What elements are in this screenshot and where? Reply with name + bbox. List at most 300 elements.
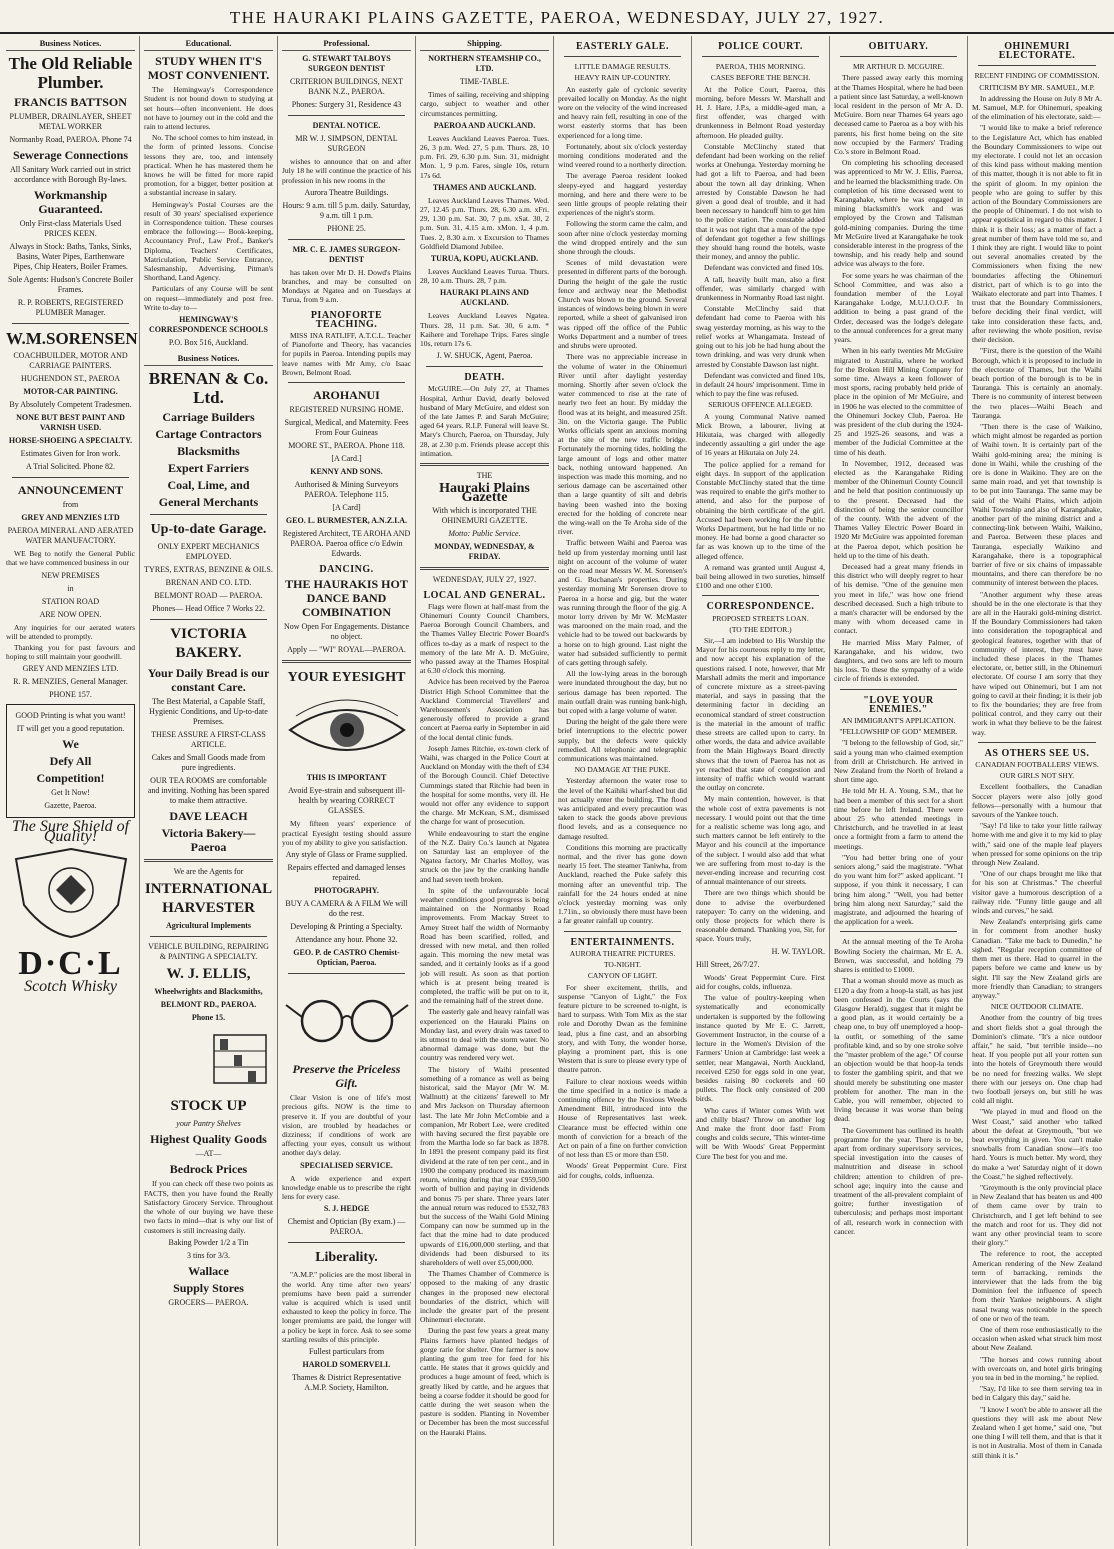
ad-body: Leaves Auckland Leaves Thames. Wed. 27, 12.45 p.m. Thurs. 28, 6.30 a.m. xFri. 29, 1.30 p.m. Sat. 30, 7 p.m. xSat. 30, 2 p.m. Sun. 31, 4.15 a.m. xMon. 1, 4 p.m. Tues. 2, 8.30 a.m. x Excursion to Thames Goldfield Diamond Jubilee. (420, 195, 549, 251)
ad-text: Phones: Surgery 31, Residence 43 (291, 100, 402, 110)
ad-body: WE Beg to notify the General Public that we have commenced business in our (6, 549, 135, 568)
column-2 (140, 36, 278, 1546)
article-body: The history of Waihi presented something of a romance as well as being historical, said the Mayor (Mr W. M. Wallnutt) at the citizens' farewell to Mr and Mrs Jackson on Thursday afternoon last. The late Mr John McCombie and a companion, Mr Robert Lee, were credited with having secured the first payable ore from the Martha lode so far back as 1878. In 1891 the present company paid its first dividend at the rate of ten per cent., and in 1900 the company produced its maximum return, winning during that year £959,500 worth of bullion and paying in dividends and bonus 75 per share. Three years later the annual return was reduced to £532,783 but the success of the Waihi Gold Mining Company can now be summed up in the fact that the mine had to date produced upwards of £16,000,000 sterling, and that dividends had been disbursed to its shareholders of well over £5,000,000. (420, 1064, 549, 1267)
article-body: Deceased had a great many friends in this district who will deeply regret to hear of his demise. "One of the genuine men you meet in life," was how one friend described deceased. Such a high tribute to a man's character will be endorsed by the many with whom deceased came in contact. (834, 561, 963, 636)
article-body: The reference to root, the accepted American rendering of the New Zealand term of barracking, reminds the interviewer that the lads from the big Dominion feel the influence of speech from their Yankee neighbours. A slight nasal twang was noticeable in the speech of one or two of the team. (972, 1249, 1102, 1323)
ad-body: My fifteen years' experience of practical Eyesight testing should assure you of my ability to give you satisfaction. (282, 819, 411, 847)
ad-text: Bedrock Prices (169, 1162, 248, 1177)
article-body: The value of poultry-keeping when systematically and economically undertaken is supported by the following instance quoted by Mr E. C. Jarrett, Government Instructor, in the course of a lecture in the Women's Division of the Farmers' Union at Cambridge: last week a settler, near Mangawai, North Auckland, received £250 for eggs sold in one year, besides raising 80 cockerels and 60 pullets. The flock only consisted of 200 birds. (696, 993, 825, 1104)
ad-title: Workmanship Guaranteed. (33, 188, 108, 217)
article-body: One of them rose enthusiastically to the occasion when asked what struck him most about New Zealand. (972, 1325, 1102, 1353)
ad-text: Phone 15. (191, 1013, 226, 1023)
ad-text: Motto: Public Service. (448, 528, 521, 538)
ad-text: J. W. SHUCK, Agent, Paeroa. (436, 351, 533, 361)
ad-text: Registered Architect, TE AROHA AND PAEROA. Paeroa office c/o Edwin Edwards. (282, 529, 411, 559)
ad-text: TIME-TABLE. (459, 77, 510, 87)
ad-text: Defy All (49, 754, 92, 769)
ad-text: PAEROA MINERAL AND AERATED WATER MANUFACTORY. (7, 526, 134, 546)
ad-body: Thanking you for past favours and hoping to still maintain your goodwill. (6, 643, 135, 662)
ad-name: Wallace (188, 1263, 229, 1278)
printing-ad (6, 704, 135, 818)
article-subhead: RECENT FINDING OF COMMISSION. (974, 71, 1100, 81)
dcl-logo: D·C·L (18, 945, 123, 983)
article-body: Yesterday afternoon the water rose to the level of the Kaihiki wharf-shed but did not actually enter the building. The flood was anticipated and every precaution was taken to stack the goods above previous flood levels, and as a consequence no damage resulted. (558, 776, 687, 841)
ad-text: Hours: 9 a.m. till 5 p.m. daily. Saturday, 9 a.m. till 1 p.m. (282, 200, 411, 220)
ad-body: A wide experience and expert knowledge enable us to prescribe the right lens for every case. (282, 1173, 411, 1202)
ad-title: W.M.SORENSEN (6, 329, 138, 349)
divider (840, 931, 957, 932)
article-body: "One of our chaps brought me like that for his son at Christmas." The cheerful visitor gave a humorous description of a railway ride. "Funny little gauge and all winds and curves," he said. (972, 869, 1102, 916)
ad-body: has taken over Mr D. H. Dowd's Plains branches, and may be consulted on Mondays at Ngatea and on Tuesdays at Turua, from 9 a.m. (282, 267, 411, 305)
ad-title: The Old Reliable Plumber. (8, 54, 133, 93)
article-subhead: SERIOUS OFFENCE ALLEGED. (708, 400, 813, 410)
ad-text: By Absolutely Competent Tradesmen. (9, 400, 132, 410)
article-body: The easterly gale and heavy rainfall was experienced on the Hauraki Plains on Monday last, and every drain was taxed to its utmost to deal with the storm water. No abnormal damage was done, but the country was rendered very wet. (420, 1007, 549, 1063)
ad-text: Supply Stores (173, 1280, 244, 1295)
ad-text: SPECIALISED SERVICE. (300, 1160, 393, 1170)
ad-text: ARE NOW OPEN. (39, 609, 102, 619)
eye-icon (282, 694, 412, 764)
article-body: Traffic between Waihi and Paeroa was held up from yesterday morning until last night on account of the volume of water on the road near Messrs W. M. Sorensen's and G. Buchanan's properties. During yesterday morning Mr Sorensen drove to Paeroa in a horse and gig, but the water was running through the floor of the gig. A motor lorry driven by Mr W. McMaster was marooned on the main road, and the vehicle had to be towed out backwards by a horse on to high ground. Last night the water had subsided sufficiently to permit of cars getting through safely. (558, 538, 687, 667)
article-subhead: CANADIAN FOOTBALLERS' VIEWS. (975, 760, 1099, 770)
article-body: "We played in mud and flood on the West Coast," said another who talked about the defeat at Greymouth, "but we beat everything in given. You can't make snowballs from Canadian snow—it's too hard. Yours is much better. My word, they do make a 'wet' Saturday night of it down the Coast," he sighed reflectively. (972, 1107, 1102, 1181)
ad-text: Gazette, Paeroa. (44, 801, 97, 811)
ad-text: TURUA, KOPU, AUCKLAND. (430, 254, 539, 264)
article-body: At the Police Court, Paeroa, this morning, before Messrs W. Marshall and H. J. Hare, J.P.s, a middle-aged man, a first offender, was charged with drunkenness in Belmont Road yesterday afternoon. He pleaded guilty. (696, 84, 825, 140)
ad-text: Agricultural Implements (165, 921, 252, 931)
article-body: Woods' Great Peppermint Cure. First aid for coughs, colds, influenza. (696, 972, 825, 991)
article-body: The Government has outlined its health programme for the year. There is to be, apart from ordinary supervisory services, special investigation into the causes of malnutrition and disease in school children; attention to children of pre-school age; inquiry into the cause and treatment of the all-prevalent complaint of goitre; further investigation of tuberculosis; and perhaps most important of all, research work in connection with cancer. (834, 1125, 963, 1236)
divider (420, 567, 549, 570)
article-body: Defendant was convicted and fined 10s. (704, 263, 824, 273)
ad-text: BELMONT ROAD — PAEROA. (154, 591, 263, 601)
article-body: During the height of the gale there were brief interruptions to the electric power supply, but the defects were quickly remedied. All telephonic and telegraphic communications was maintained. (558, 717, 687, 764)
ad-text: PHONE 157. (49, 690, 92, 700)
article-body: "The horses and cows running about with overcoats on, and hotel girls bringing you tea in bed in the morning," he replied. (972, 1354, 1102, 1383)
ad-text: Competition! (36, 771, 105, 786)
ad-text: Developing & Printing a Specialty. (290, 922, 403, 932)
ad-text: [A Card] (332, 503, 361, 513)
ad-text: THESE ASSURE A FIRST-CLASS ARTICLE. (151, 730, 266, 750)
ad-text: R. R. MENZIES, General Manager. (13, 677, 128, 687)
article-body: Advice has been received by the Paeroa District High School Committee that the Auckland Commercial Travellers' and Warehousemen's Association has generously offered to provide a grand concert at Paeroa early in September in aid of the local dental clinic funds. (420, 677, 549, 742)
article-body: An easterly gale of cyclonic severity prevailed locally on Monday. As the night wore on the velocity of the wind increased and heavy rain fell, resulting in one of the worst easterly storms that has been experienced for a long time. (558, 84, 687, 140)
article-headline: "LOVE YOUR ENEMIES." (863, 694, 934, 715)
column-4 (416, 36, 554, 1546)
ad-text: Highest Quality Goods (150, 1132, 267, 1147)
ad-title: INTERNATIONAL HARVESTER (144, 881, 273, 917)
divider (978, 65, 1096, 66)
ad-text: THE (476, 471, 493, 481)
ad-body: Any inquiries for our aerated waters will be attended to promptly. (6, 622, 135, 641)
column-heading: Shipping. (420, 36, 549, 51)
article-body: When in his early twenties Mr McGuire migrated to Australia, where he worked for the Broken Hill Mining Company for some time. Always a keen follower of most sports, racing probably held pride of place in the opinion of Mr McGuire, and in 1906 he was elected to the committee of the Ohinemuri Jockey Club, Paeroa. He was president of the club during the 1924-25 and 1925-26 seasons, and was a member of the Judicial Committee at the time of his death. (834, 346, 963, 457)
ad-text: Apply — "WI" ROYAL—PAEROA. (287, 645, 406, 655)
divider (702, 595, 819, 596)
ad-title: Liberality. (315, 1250, 378, 1266)
ad-text: in (67, 583, 74, 593)
article-body: That a woman should move as much as £120 a day from a hoop-la stall, as has just been confessed in the Courts (says the Glasgow Herald), suggest that it might be a good plan, as it would certainly be a cheap one, to buy off unemployed a hoop-la outfit, or something of the same profitable kind, and so by one stroke solve the "master problem of the age." Of course an objection would be that hoop-la tends to foster the gambling spirit, and that we should merely be substituting one master problem for another. The man in the Cable, you will remember, objected to living because it was worse than being dead. (834, 976, 963, 1124)
article-headline: ENTERTAINMENTS. (570, 936, 675, 948)
divider (426, 366, 543, 367)
ad-text: Cakes and Small Goods made from pure ingredients. (151, 753, 266, 773)
column-heading: Educational. (144, 36, 273, 51)
divider (288, 973, 405, 974)
article-headline: OHINEMURI ELECTORATE. (998, 41, 1076, 62)
divider (288, 115, 405, 116)
divider (12, 323, 129, 324)
article-subhead: (TO THE EDITOR.) (729, 624, 792, 634)
ad-body: wishes to announce that on and after July 18 he will continue the practice of his profession in his new rooms in the (282, 157, 411, 185)
ad-body: Particulars of any Course will be sent on request—immediately and post free. Write to-day to— (144, 284, 273, 312)
ad-text: PLUMBER, DRAINLAYER, SHEET METAL WORKER (9, 112, 132, 132)
article-body: "Say! I'd like to take your little railway home with me and give it to my kid to play with," said one of the maple leaf players when pressed for some opinions on the trip through New Zealand. (972, 821, 1102, 868)
ad-body: Leaves Auckland Leaves Paeroa. Tues. 26, 3 p.m. Wed. 27, 5 p.m. Thurs. 28, 10 p.m. Fri. 29, 6.30 p.m. Sun. 31, midnight Mon. 1, 9 p.m. Fares, single 10s, return 17s 6d. (420, 133, 549, 180)
ad-text: CRITERION BUILDINGS, NEXT BANK N.Z., PAEROA. (289, 77, 404, 97)
ad-text: HORSE-SHOEING A SPECIALTY. (8, 436, 133, 446)
ad-text: —AT— (195, 1149, 222, 1159)
ad-text: THAMES AND AUCKLAND. (432, 182, 537, 192)
article-body: At the annual meeting of the Te Aroha Bowling Society the chairman, Mr E. A. Brown, was successful, and holding 79 shares is entitled to £1000. (834, 937, 963, 975)
ad-name: HAROLD SOMERVELL (302, 1359, 391, 1369)
article-body: "I know I won't be able to answer all the questions they will ask me about New Zealand when I get home," said one, "but one thing I will tell them, and that is that it is not in Australia. Most of them in Canada still think it is." (972, 1404, 1102, 1460)
ad-text: IT will get you a good reputation. (16, 724, 125, 734)
article-body: There passed away early this morning at the Thames Hospital, where he had been a patient since last Saturday, a well-known local resident in the person of Mr A. D. McGuire. Born near Thames 64 years ago deceased came to Paeroa as a boy with his parents, his first home being on the site now occupied by the Farmers' Trading Co.'s store in Belmont Road. (834, 73, 963, 157)
ad-text: Always in Stock: Baths, Tanks, Sinks, Basins, Water Pipes, Earthenware Pipes, Chip Heaters, Boiler Frames. (9, 242, 132, 272)
ad-text: Surgical, Medical, and Maternity. Fees From Four Guineas (284, 418, 409, 438)
column-8 (968, 36, 1106, 1546)
ad-text: your Pantry Shelves (176, 1119, 241, 1129)
ad-text: STATION ROAD (41, 596, 100, 606)
ad-name: NORTHERN STEAMSHIP CO., LTD. (428, 54, 541, 74)
article-headline: EASTERLY GALE. (576, 41, 669, 52)
ad-text: Now Open For Engagements. Distance no object. (283, 622, 410, 642)
scotch-whisky: Scotch Whisky (24, 978, 117, 996)
ad-title: Up-to-date Garage. (150, 522, 267, 538)
ad-text: Your Daily Bread is our constant Care. (147, 666, 270, 695)
article-body: In spite of the unfavourable local weather conditions good progress is being maintained on the Normanby Road improvements. From Mackay Street to Arney Street half the width of Normanby Road has been scarified, rolled, and dressed with new metal, and then rolled again. This morning the new metal was sanded, and it certainly looks as if a good job will result. As soon as that portion which is at present being treated is completed, the traffic will be put on to it, and the remaining half of the street done. (420, 885, 549, 1006)
article-subhead: OUR GIRLS NOT SHY. (999, 771, 1075, 781)
ad-text: VEHICLE BUILDING, REPAIRING & PAINTING A SPECIALTY. (148, 942, 269, 962)
ad-text: Only First-class Materials Used PRICES KEEN. (19, 219, 122, 239)
article-body: "I belong to the fellowship of God, sir," said a young man who claimed exemption from drill at Christchurch. He arrived in New Zealand from the North of Ireland a short time ago. (834, 738, 963, 785)
ad-title: BRENAN & Co. Ltd. (148, 369, 269, 408)
article-body: Woods' Great Peppermint Cure. First aid for coughs, colds, influenza. (558, 1161, 687, 1180)
article-body: Another from the country of big trees and short fields shot a goal through the Dominion's climate. "It's a nice outdoor affair," he said, "but terrible inside—no heat. If you people put all your rotten sun into the hotels of Greymouth there would be no need for freezing walks. We slept there with our jerseys on. One chap had two football jerseys on, but still he was cold all night. (972, 1013, 1102, 1106)
article-body: "I would like to make a brief reference to the Legislature Act, which has enabled the Boundary Commissioners to wipe out my electorate. I could not let an occasion of this kind pass without making mention of this matter, though it is not able to fit in the spirit of gloom. In my opinion the people who are going to suffer by this action of the Boundary Commissioners are the people of Ohinemuri. I do not wish to appear egotistical in regard to this matter. I think it is their loss; as a matter of fact a great number of them have told me so, and I think they are right. I would like to point out several anomalies created by the Commissioners when fixing the new boundaries affecting the Ohinemuri district, part of which is to go into the Waikato electorate and part into Thames. I trust that the Boundary Commissioners, before deciding their final verdict, will take into consideration these facts, and, after reviewing the whole position, revise their decision. (972, 123, 1102, 345)
article-body: During the past few years a great many Plains farmers have planted hedges of gorge rarie for shelter. One farmer is now planting the gum tree for feed for his cattle. He states that it grows quickly and produces a huge amount of feed, which is greatly liked by cattle, and he argues that being a coarse fodder it should be good for cattle during the wet season when the pasture is sodden. Planting in November or December has been the most successful on the Hauraki Plains. (420, 1326, 549, 1437)
ad-name: KENNY AND SONS. (310, 467, 383, 477)
divider (564, 931, 681, 932)
divider (840, 689, 957, 690)
ad-title: Sewerage Connections (13, 148, 128, 163)
column-heading: Professional. (282, 36, 411, 51)
divider (288, 1242, 405, 1243)
ad-body: The Hemingway's Correspondence Student is not bound down to studying at set hours—often inconvenient. He does not have to journey out in the cold and the rain to attend lectures. (144, 85, 273, 132)
column-5 (554, 36, 692, 1546)
ad-text: P.O. Box 516, Auckland. (168, 338, 249, 348)
ad-text: Authorised & Mining Surveyors PAEROA. Telephone 115. (294, 480, 399, 500)
ad-name: GEO. P. de CASTRO Chemist-Optician, Paeroa. (293, 948, 400, 968)
article-subhead: CASES BEFORE THE BENCH. (710, 73, 811, 83)
ad-title: STOCK UP (170, 1098, 247, 1115)
ad-text: MOORE ST., PAEROA. Phone 118. (288, 441, 405, 451)
ad-text: R. P. ROBERTS, REGISTERED PLUMBER Manager. (17, 298, 124, 318)
ad-text: PHONE 25. (327, 223, 366, 233)
article-subhead: NICE OUTDOOR CLIMATE. (990, 1002, 1084, 1012)
ad-body: If you can check off these two points as FACTS, then you have found the Really Satisfactory Grocery Service. Throughout the whole of our buying we have these two facts in mind—that is why our list of customers is still increasing daily. (144, 1179, 273, 1235)
article-body: In addressing the House on July 8 Mr A. M. Samuel, M.P. for Ohinemuri, speaking of the elimination of his electorate, said:— (972, 93, 1102, 122)
article-body: My main contention, however, is that the whole cost of extra pavements is not necessary. I would point out that the time for a realistic scheme was long ago, and such matters cannot be left entirely to the Mayor and his council at the importance of the subject. I would also add that what we are suffering from most to-day is the never-ending increase and recurring cost of annual maintenance of our streets. (696, 794, 825, 887)
ad-text: REGISTERED NURSING HOME. (289, 405, 404, 415)
ad-title: ANNOUNCEMENT (17, 483, 124, 498)
divider (840, 56, 957, 57)
article-body: There was no appreciable increase in the volume of water in the Ohinemuri River until after daylight yesterday morning. Shortly after seven o'clock the water commenced to rise at the rate of nearly two feet an hour. By midday the flood was at its height, and measured 25ft. 3in. on the Victoria gauge. The Public Works officials spent an anxious morning at the site of the new traffic bridge. Fortunately the morning tides, holding the large amount of logs and other matter back, nothing untoward happened. An inspection was made this morning, and no serious damage can be ascertained other than a large quantity of silt and debris having been washed into the boxing erected for the holding of concrete near the wing-wall on the Te Aroha side of the river. (558, 352, 687, 537)
ad-text: Aurora Theatre Buildings. (304, 187, 389, 197)
divider (150, 514, 267, 515)
ad-text: Thames & District Representative A.M.P. Society, Hamilton. (291, 1372, 402, 1392)
ad-text: Estimates Given for Iron work. (20, 449, 121, 459)
article-subhead: PROPOSED STREETS LOAN. (712, 613, 809, 623)
ad-title: DENTAL NOTICE. (312, 121, 381, 131)
article-subhead: HEAVY RAIN UP-COUNTRY. (574, 73, 671, 83)
ad-text: BUY A CAMERA & A FILM We will do the rest. (285, 899, 408, 919)
article-subhead: AN IMMIGRANT'S APPLICATION. (841, 716, 956, 726)
pantry-shelf-icon (144, 1029, 274, 1089)
article-body: "Another argument why these areas should be in the one electorate is that they are all in the Hauraki gold-mining district. If the Boundary Commissioners had taken into consideration the topographical and geological features, together with that of community of interest, they must have included these places in the Thames electorate, or, better still, in the Ohinemuri electorate. Of course I am sorry that they have wiped out Ohinemuri, but I am not going to cavil at their finding; it is their job to fix the boundaries; they are free from political control, and they carry out their work in what they believe to be the fairest way. (972, 589, 1102, 737)
shield-slogan: The Sure Shield of Quality! (11, 818, 130, 845)
ad-text: MONDAY, WEDNESDAY, & FRIDAY. (434, 541, 535, 561)
ad-text: Wheelwrights and Blacksmiths, (154, 987, 263, 997)
article-subhead: NO DAMAGE AT THE PUKE. (574, 765, 671, 775)
ad-name: GEO. L. BURMESTER, A.N.Z.I.A. (285, 516, 408, 526)
ad-text: Chemist and Optician (By exam.) — PAEROA. (287, 1217, 406, 1237)
ad-text: Avoid Eye-strain and subsequent ill-health by wearing CORRECT GLASSES. (288, 786, 405, 816)
ad-body: Leaves Auckland Leaves Turua. Thurs. 28, 10 a.m. Thurs. 28, 7 p.m. (420, 267, 549, 286)
ad-name: FRANCIS BATTSON (14, 95, 127, 110)
letter-address: Hill Street, 26/7/27. (696, 959, 760, 969)
ad-text: PAEROA AND AUCKLAND. (433, 120, 536, 130)
ad-text: All Sanitary Work carried out in strict accordance with Borough By-laws. (10, 165, 131, 185)
ad-text: HUGHENDON ST., PAEROA (20, 374, 121, 384)
article-body: McGUIRE.—On July 27, at Thames Hospital, Arthur David, dearly beloved husband of Mary McGuire, and eldest son of the late James P. and Sarah McGuire; aged 64 years. R.I.P. Funeral will leave St. Mary's Church, Paeroa, on Thursday, July 28, at 2.30 p.m. Friends please accept this intimation. (420, 384, 549, 458)
masthead: THE HAURAKI PLAINS GAZETTE, PAEROA, WEDNESDAY, JULY 27, 1927. (0, 4, 1114, 34)
article-body: Constable McClinchy stated that defendant had been working on the relief works at Onehunga. Yesterday morning he had got a lift to Paeroa, and had been about the town all day drinking. When arrested by Constable Dawson he had given a good deal of trouble, and it had been necessary to handcuff him to get him to the police station. The constable added that it was not right that a man of the type of defendant got together a few shillings they should hang round the hotels, waste their money, and annoy the public. (696, 141, 825, 262)
article-subhead: PAEROA, THIS MORNING. (715, 62, 806, 72)
article-subhead: "FELLOWSHIP OF GOD" MEMBER. (839, 727, 958, 737)
ad-title: Preserve the Priceless Gift. (292, 1062, 401, 1091)
ad-text: BELMONT RD., PAEROA. (160, 1000, 257, 1010)
article-body: Constable McClinchy said that defendant had come to Paeroa with his swag yesterday morning, as his way to the relief works at Whangamata. Instead of going out to his job he had hung about the town drinking, and was very drunk when arrested by Constable Dawson last night. (696, 304, 825, 369)
divider (12, 477, 129, 478)
article-body: A tall, heavily built man, also a first offender, was similarly charged with drunkenness in Normanby Road last night. (696, 274, 825, 303)
ad-title: AROHANUI (313, 388, 380, 403)
section-heading: LOCAL AND GENERAL. (423, 589, 546, 601)
article-body: He told Mr H. A. Young, S.M., that he had been a member of this sect for a short time before he left Ireland. There were about 25 who attended meetings in Christchurch, and he travelled in at least once a fortnight from a farm to attend the meetings. (834, 786, 963, 851)
article-body: The Thames Chamber of Commerce is opposed to the making of any drastic changes in the proposed new electoral boundaries of the district, which will include the greater part of the present Ohinemuri electorate. (420, 1269, 549, 1325)
ad-text: from (62, 500, 79, 510)
article-body: In November, 1912, deceased was elected as the Karangahake Riding member of the Ohinemuri County Council and he held that position continuously up to the present. Deceased had the distinction of being the senior councillor of the county. With the advent of the Thames Valley Electric Power Board in 1920 Mr McGuire was appointed foreman at the Paeroa depot, which position he held up to the time of his death. (834, 458, 963, 560)
ad-name: MR W. J. SIMPSON, DENTAL SURGEON (295, 134, 398, 154)
ad-text: The Best Material, a Capable Staff, Hygienic Conditions, and Up-to-date Premises. (149, 697, 268, 727)
ad-text: 3 tins for 3/3. (186, 1250, 231, 1260)
article-body: "You had better bring one of your seniors along," said the magistrate. "What do you want him for?" asked applicant. "I suppose, if you think it necessary, I can bring him along." "Well, you had better bring him along next Saturday," said the magistrate, and adjourned the hearing of the application for a week. (834, 852, 963, 927)
ad-title: YOUR EYESIGHT (287, 670, 406, 686)
ad-text: Any style of Glass or Frame supplied. (285, 850, 408, 860)
ad-text: Victoria Bakery—Paeroa (161, 826, 256, 855)
divider (288, 239, 405, 240)
ad-body: "A.M.P." policies are the most liberal in the world. Any time after two years' premiums have been paid a surrender value is acquired which is used until exhausted to keep the policy in force. The longer premiums are paid, the longer will a policy be kept in force. Ask to see some startling results of this principle. (282, 1270, 411, 1344)
divider (702, 56, 819, 57)
ad-text: Coal, Lime, and (167, 478, 250, 493)
article-body: Scenes of mild devastation were presented in different parts of the borough. During the height of the gale the rustic fence and archway near the Methodist Church was blown to the ground. Several instances of windows being blown in were reported, while a sheet of galvanised iron was ripped off the office of the Public Works Department and a number of trees and shrubs were uprooted. (558, 258, 687, 351)
article-headline: CORRESPONDENCE. (706, 601, 815, 613)
article-body: Sir,—I am indebted to His Worship the Mayor for his courteous reply to my letter, and now accept his explanation of the questions raised. I note, however, that Mr Marshall admits the merit and importance of concrete mixture as a street-paving material, and says in passing that the determining factor in deciding an economical standard of street construction is the material in the amount of traffic these streets are called upon to carry. In other words, the data and advice available from the Main Highways Board directly shows that the town of Paeroa has not as yet reached that state of congestion and intensity of traffic which would warrant the outlay on concrete. (696, 635, 825, 793)
article-body: Who cares if Winter comes With wet and chilly blast? Throw on another log And make the front door fast! From coughs and colds secure, 'This winter-time will be With Woods' Great Peppermint Cure The best for you and me. (696, 1105, 825, 1161)
ad-text: Expert Farriers (168, 461, 249, 476)
article-body: "Then there is the case of Waikino, which might almost be regarded as portion of Waihi town. It is certainly part of the Waihi gold-mining area; the mining is done in Waihi, while the crushing of the ore is done in Waikino. They are on the same main road, and yet that township is to be put into Tauranga. The same may be said of the Waihi Plains, which adjoin Waihi Township and also of Karangahake, another part of the mining district and a connecting-link between Waihi, Waikino, and Paeroa. Between these places and Tauranga, especially Waikino and Karangahake, there is a topographical barrier of five or six chains of impassable mountains, and there can therefore be no community of interest between the places. (972, 421, 1102, 588)
column-7 (830, 36, 968, 1546)
article-body: Failure to clear noxious weeds within the time specified in a notice is made a continuing offence by the Noxious Weeds Amendment Bill, introduced into the House of Representatives last week. Clearance must be effected within one month of conviction for a breach of the Act on pain of a fine on further conviction of not less than £5 or more than £50. (558, 1076, 687, 1160)
ad-text: Repairs effected and damaged lenses repaired. (287, 863, 406, 883)
column-3 (278, 36, 416, 1546)
ad-text: Blacksmiths (177, 444, 240, 459)
paper-title: Hauraki Plains Gazette (439, 481, 530, 506)
article-body: All the low-lying areas in the borough were inundated throughout the day, but no serious damage has been reported. The main outfall drain was running bank-high, but coped with a large volume of water. (558, 669, 687, 716)
ad-text: PHOTOGRAPHY. (314, 886, 379, 896)
ad-text: Phones— Head Office 7 Works 22. (152, 604, 265, 614)
article-body: On completing his schooling deceased was apprenticed to Mr W. J. Ellis, Paeroa, and he learned the blacksmithing trade. On completion of his time deceased went to Karangahake, where he was engaged in mining blacksmith's work and was employed by the Crown and Talisman gold-mining companies. During the time Mr McGuire lived at Karangahake he took considerable interest in the progress of the township, and his ready help and sound advice was always to the fore. (834, 158, 963, 269)
article-subhead: MR ARTHUR D. MCGUIRE. (852, 62, 945, 72)
ad-text: MOTOR-CAR PAINTING. (23, 387, 118, 397)
divider (144, 859, 273, 862)
article-body: For sheer excitement, thrills, and suspense "Canyon of Light," the Fox feature picture to be screened to-night, is hard to surpass. With Tom Mix as the star role and Dorothy Dwan as the feminine lead, plus a fine cast, and an absorbing story, and with Tony, the wonder horse, playing a prominent part, this is one Western that is sure to please every type of theatre patron. (558, 982, 687, 1075)
columns (2, 36, 1112, 1546)
ad-text: ONLY EXPERT MECHANICS EMPLOYED. (157, 542, 260, 562)
article-body: A young Communal Native named Mick Brown, a labourer, living at Hikutaia, was charged with allegedly indecently assaulting a girl under the age of 16 years at Hikutaia on July 24. (696, 411, 825, 458)
article-body: The police applied for a remand for eight days. In support of the application Constable McClinchy stated that the time was required to enable the girl's mother to attend, and also for the purpose of obtaining the birth certificate of the girl. Accused had been working for the Public Works Department, but he had little or no money. He had borne a good character so far as was known up to the time of the alleged offence. (696, 459, 825, 561)
article-subhead: LITTLE DAMAGE RESULTS. (574, 62, 671, 72)
ad-text: General Merchants (158, 495, 259, 510)
shield-emblem-icon (6, 845, 136, 940)
article-headline: OBITUARY. (868, 41, 929, 52)
article-body: "Greymouth is the only provincial place in New Zealand that has beaten us and 400 of them came over by train to Christchurch, and I get left behind to see the match and root for us. They did not want any other provincial team to score their glory." (972, 1182, 1102, 1248)
article-subhead: TO-NIGHT. (603, 960, 641, 970)
ad-name: HEMINGWAY'S CORRESPONDENCE SCHOOLS (149, 315, 268, 335)
article-body: A remand was granted until August 4, bail being allowed in two sureties, himself £100 and one other £100. (696, 562, 825, 591)
ad-text: TYRES, EXTRAS, BENZINE & OILS. (144, 565, 273, 575)
ad-body: No. The school comes to him instead, in the form of printed lessons. Concise lessons they are, too, and intensely practical. When he has mastered them he knows he will be fitted for more rapid promotion, for a bigger, better position at a substantial increase in salary. (144, 133, 273, 198)
spectacles-icon (282, 983, 412, 1053)
article-body: For some years he was chairman of the School Committee, and was also a foundation member of the Loyal Karangahake Lodge, M.U.I.O.O.F. In addition to being a past grand of the Order, deceased was the lodge's delegate to the annual conferences for a great many years. (834, 270, 963, 345)
ad-text: HAURAKI PLAINS AND AUCKLAND. (440, 288, 529, 308)
ad-title: VICTORIA BAKERY. (170, 626, 247, 662)
ad-text: GROCERS— PAEROA. (168, 1297, 249, 1307)
article-subhead: CANYON OF LIGHT. (587, 971, 658, 981)
ad-title: THE HAURAKIS HOT DANCE BAND COMBINATION (285, 577, 408, 620)
ad-text: NEW PREMISES (41, 570, 100, 580)
ad-text: A Trial Solicited. Phone 82. (26, 462, 115, 472)
column-1 (2, 36, 140, 1546)
column-heading: Business Notices. (144, 351, 273, 366)
divider (150, 619, 267, 620)
article-body: Following the storm came the calm, and soon after nine o'clock yesterday morning the wind dropped entirely and the sun shone through the clouds. (558, 219, 687, 257)
article-body: Defendant was convicted and fined 10s, in default 24 hours' imprisonment. Time in which to pay the fine was refused. (696, 370, 825, 399)
divider (282, 660, 411, 663)
article-body: The average Paeroa resident looked sleepy-eyed and haggard yesterday morning, and here and there were to be seen little groups of people relating their experiences of the night's storm. (558, 171, 687, 218)
ad-text: OUR TEA ROOMS are comfortable and inviting. Nothing has been spared to make them attractive. (147, 776, 270, 806)
ad-text: Cartage Contractors (155, 427, 262, 442)
article-body: "Say, I'd like to see them serving tea in bed in Calgary this day," said he. (972, 1384, 1102, 1403)
ad-text: Get It Now! (51, 788, 90, 798)
divider (564, 56, 681, 57)
divider (150, 936, 267, 937)
article-body: While endeavouring to start the engine of the N.Z. Dairy Co.'s launch at Ngatea on Saturday last an employee of the Ngatea factory, Mr Charles Molloy, was struck on the jaw by the cranking handle and had seven teeth broken. (420, 828, 549, 884)
column-heading: Business Notices. (6, 36, 135, 51)
ad-text: Normanby Road, PAEROA. Phone 74 (9, 135, 132, 145)
ad-text: We are the Agents for (173, 867, 244, 877)
ad-name: MR. C. E. JAMES SURGEON-DENTIST (292, 244, 401, 264)
article-body: "First, there is the question of the Waihi Borough, which it is proposed to include in the electorate of Thames, but the Waihi beach portion of the borough is to be in Tauranga. This is certainly an anomaly. There is no community of interest between the two places—Waihi Beach and Tauranga. (972, 346, 1102, 420)
article-body: Joseph James Ritchie, ex-town clerk of Waihi, was charged in the Police Court at Auckland on Monday with the theft of £34 of the Borough Council. Chief Detective Cummings stated that Ritchie had been in the hospital for some months, very ill. He would not offer any evidence to support the charge. Mr McKean, S.M., dismissed the charge for want of prosecution. (420, 743, 549, 827)
ad-text: Attendance any hour. Phone 32. (295, 935, 398, 945)
issue-date: WEDNESDAY, JULY 27, 1927. (432, 574, 537, 584)
ad-text: Carriage Builders (162, 410, 255, 425)
ad-text: COACHBUILDER, MOTOR AND CARRIAGE PAINTERS. (13, 351, 128, 371)
ad-text: Fullest particulars from (308, 1346, 385, 1356)
column-6 (692, 36, 830, 1546)
ad-body: Hemingway's Postal Courses are the result of 30 years' specialised experience in Correspondence tuition. These courses embrace the following:— Book-keeping, Accountancy Prof., Law Prof., Banker's Diploma, Teachers' Certificates, Matriculation, Public Service Entrance, Salesmanship, Advertising, Pitman's Shorthand, Land Agency. (144, 199, 273, 283)
article-body: There are two things which should be done to advise the overburdened ratepayer: To carry on the widening, and only those projects for which there is reasonable demand. Thanking you, Sir, for space. Yours truly, (696, 888, 825, 944)
ad-body: MISS INA RATLIFF, A.T.C.L. Teacher of Pianoforte and Theory, has vacancies for pupils in Paeroa. Intending pupils may leave names with Mr Amy, c/o Isaac Brown, Belmont Road. (282, 331, 411, 377)
ad-body: Times of sailing, receiving and shipping cargo, subject to weather and other circumstances permitting. (420, 90, 549, 118)
section-heading: PIANOFORTE TEACHING. (310, 309, 383, 330)
article-headline: POLICE COURT. (718, 41, 803, 52)
ad-name: S. J. HEDGE (323, 1204, 370, 1214)
ad-title: W. J. ELLIS, (166, 966, 251, 983)
article-body: Excellent footballers, the Canadian Soccer players were also jolly good fellows—personally with a humour that savours of the Yankee touch. (972, 782, 1102, 820)
article-body: Fortunately, about six o'clock yesterday morning conditions moderated and the wind veered round to a northerly direction. (558, 141, 687, 170)
ad-title: STUDY WHEN IT'S MOST CONVENIENT. (147, 54, 270, 83)
section-heading: DANCING. (319, 564, 374, 576)
ad-text: We (62, 737, 79, 752)
divider (978, 742, 1096, 743)
ad-text: BRENAN AND CO. LTD. (165, 578, 252, 588)
letter-signature: H. W. TAYLOR. (771, 946, 825, 956)
article-subhead: CRITICISM BY MR. SAMUEL, M.P. (979, 82, 1095, 92)
ad-name: GREY AND MENZIES LTD (21, 513, 120, 523)
article-body: He married Miss Mary Palmer, of Karangahake, and his widow, two daughters, and two sons are left to mourn his loss. To these the sympathy of a wide circle of friends is extended. (834, 637, 963, 684)
section-heading: DEATH. (464, 372, 505, 384)
ad-text: With which is incorporated THE OHINEMURI GAZETTE. (432, 505, 537, 525)
ad-text: [A Card.] (331, 454, 362, 464)
ad-name: G. STEWART TALBOYS SURGEON DENTIST (302, 54, 391, 74)
article-body: Flags were flown at half-mast from the Ohinemuri County Council Chambers, Paeroa Borough Council Chambers, and the Thames Valley Electric Power Board's offices to-day as a mark of respect to the memory of the late Mr A. D. McGuire, who passed away at the Thames Hospital at 6.30 o'clock this morning. (420, 601, 549, 676)
article-subhead: AURORA THEATRE PICTURES. (569, 948, 676, 958)
article-body: New Zealand's enterprising girls came in for comment from another husky Canadian. "Take me back to Dunedin," he sighed. "Regular reception committee of them met us there. Had to quarrel in the papers before we came and knew us by sight. I'll say the New Zealand girls are more friendly than Canadian; to strangers anyway." (972, 917, 1102, 1000)
article-body: Conditions this morning are practically normal, and the river has gone down nearly 15 feet. The steamer Taniwha, from Auckland, reached the Puke safely this morning after an uneventful trip. The rainfall for the 24 hours ended at nine o'clock yesterday morning was only 1.71in., so obviously there must have been a far greater rainfall up country. (558, 842, 687, 926)
ad-body: Leaves Auckland Leaves Ngatea. Thurs. 28, 11 p.m. Sat. 30, 6 a.m. * Kaihere and Torehape Trips. Fares single 10s, return 17s 6. (420, 311, 549, 349)
divider (288, 382, 405, 383)
ad-text: Sole Agents: Hudson's Concrete Boiler Frames. (8, 275, 133, 295)
divider (420, 463, 549, 466)
article-headline: AS OTHERS SEE US. (984, 747, 1090, 759)
ad-text: THIS IS IMPORTANT (306, 773, 387, 783)
ad-body: Clear Vision is one of life's most precious gifts. NOW is the time to preserve it. If you are doubtful of your vision, are troubled by headaches or dizziness; if conditions of work are affecting your eyes, consult us without another day's delay. (282, 1093, 411, 1158)
ad-name: DAVE LEACH (169, 809, 248, 824)
ad-text: GREY AND MENZIES LTD. (22, 664, 119, 674)
ad-text: NONE BUT BEST PAINT AND VARNISH USED. (16, 413, 125, 433)
